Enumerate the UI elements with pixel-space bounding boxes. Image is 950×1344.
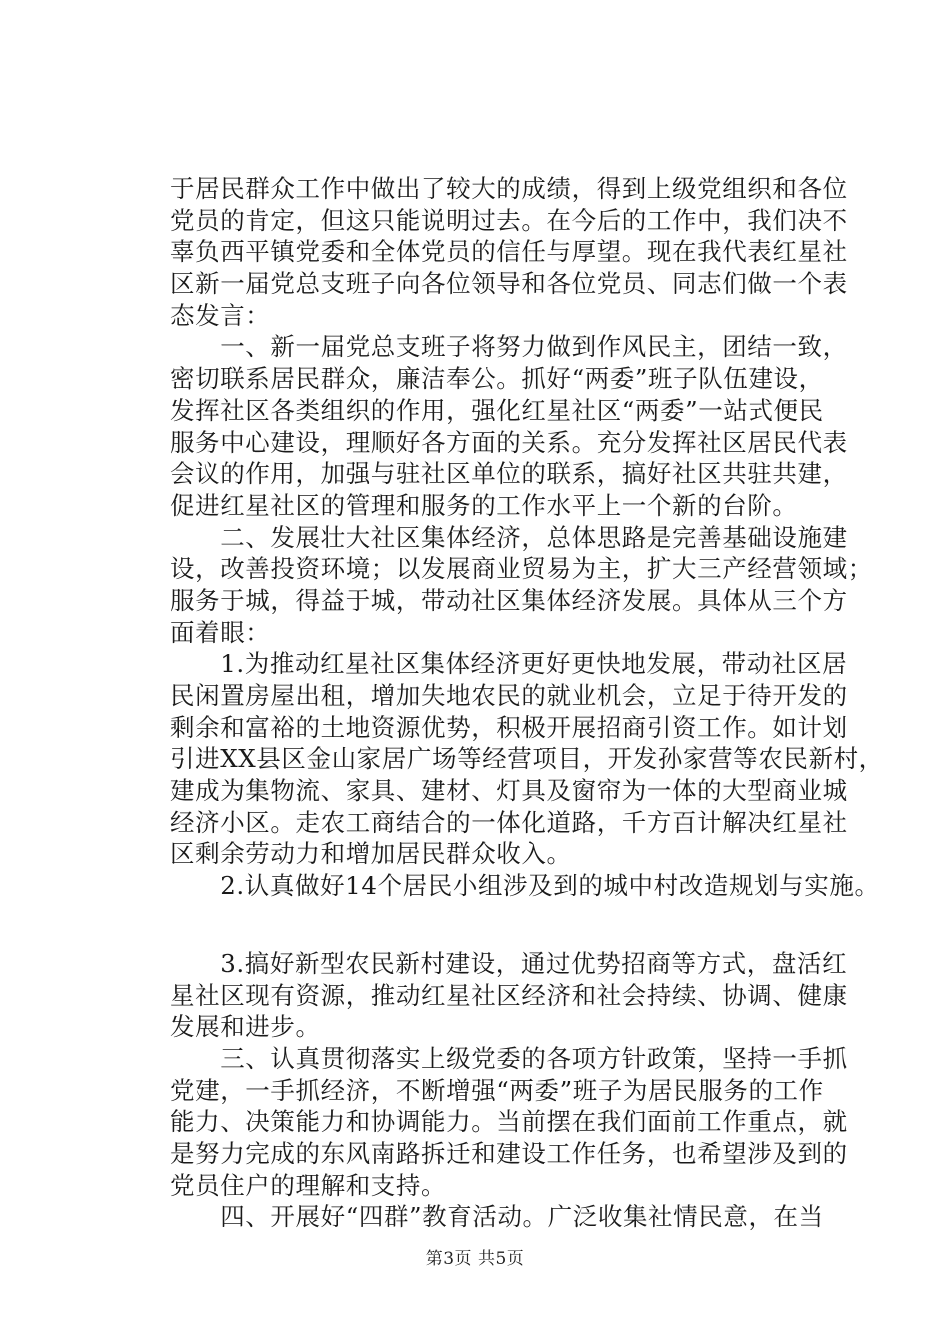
body-paragraphs-part2 — [170, 948, 860, 1233]
text-line: 能力、决策能力和协调能力。当前摆在我们面前工作重点，就 — [170, 1107, 848, 1137]
text-line: 3.搞好新型农民新村建设，通过优势招商等方式，盘活红 — [170, 948, 848, 978]
text-line: 促进红星社区的管理和服务的工作水平上一个新的台阶。 — [170, 490, 798, 520]
text-line: 是努力完成的东风南路拆迁和建设工作任务，也希望涉及到的 — [170, 1138, 848, 1168]
text-line: 党建，一手抓经济，不断增强“两委”班子为居民服务的工作 — [170, 1075, 824, 1105]
text-line: 三、认真贯彻落实上级党委的各项方针政策，坚持一手抓 — [170, 1043, 848, 1073]
text-line: 态发言： — [170, 300, 271, 330]
text-line: 星社区现有资源，推动红星社区经济和社会持续、协调、健康 — [170, 980, 848, 1010]
text-line: 2.认真做好14个居民小组涉及到的城中村改造规划与实施。 — [170, 871, 880, 901]
text-line: 发挥社区各类组织的作用，强化红星社区“两委”一站式便民 — [170, 395, 824, 425]
text-line: 面着眼： — [170, 617, 271, 647]
text-line: 民闲置房屋出租，增加失地农民的就业机会，立足于待开发的 — [170, 681, 848, 710]
body-paragraphs-part1 — [170, 173, 884, 902]
text-line: 二、发展壮大社区集体经济，总体思路是完善基础设施建 — [170, 522, 848, 552]
text-line: 党员的肯定，但这只能说明过去。在今后的工作中，我们决不 — [170, 205, 848, 235]
text-line: 一、新一届党总支班子将努力做到作风民主，团结一致， — [170, 332, 848, 362]
text-line: 服务于城，得益于城，带动社区集体经济发展。具体从三个方 — [170, 585, 848, 615]
text-line: 四、开展好“四群”教育活动。广泛收集社情民意，在当 — [170, 1202, 824, 1232]
text-line: 会议的作用，加强与驻社区单位的联系，搞好社区共驻共建， — [170, 459, 848, 489]
text-line: 密切联系居民群众，廉洁奉公。抓好“两委”班子队伍建设， — [170, 364, 824, 394]
text-line: 发展和进步。 — [170, 1012, 321, 1042]
text-line: 于居民群众工作中做出了较大的成绩，得到上级党组织和各位 — [170, 174, 848, 203]
paragraph-gap — [170, 902, 860, 948]
text-line: 引进XX县区金山家居广场等经营项目，开发孙家营等农民新村， — [170, 744, 884, 774]
text-line: 建成为集物流、家具、建材、灯具及窗帘为一体的大型商业城 — [170, 776, 848, 806]
document-body — [170, 173, 884, 1233]
text-line: 1.为推动红星社区集体经济更好更快地发展，带动社区居 — [170, 649, 848, 679]
page-footer: 第3页 共5页 — [425, 1249, 525, 1269]
text-line: 剩余和富裕的土地资源优势，积极开展招商引资工作。如计划 — [170, 712, 848, 742]
text-line: 辜负西平镇党委和全体党员的信任与厚望。现在我代表红星社 — [170, 237, 848, 267]
text-line: 区剩余劳动力和增加居民群众收入。 — [170, 839, 572, 869]
text-line: 党员住户的理解和支持。 — [170, 1170, 447, 1200]
text-line: 服务中心建设，理顺好各方面的关系。充分发挥社区居民代表 — [170, 427, 848, 457]
text-line: 设，改善投资环境；以发展商业贸易为主，扩大三产经营领域； — [170, 554, 873, 584]
text-line: 区新一届党总支班子向各位领导和各位党员、同志们做一个表 — [170, 269, 848, 299]
text-line: 经济小区。走农工商结合的一体化道路，千方百计解决红星社 — [170, 807, 848, 837]
